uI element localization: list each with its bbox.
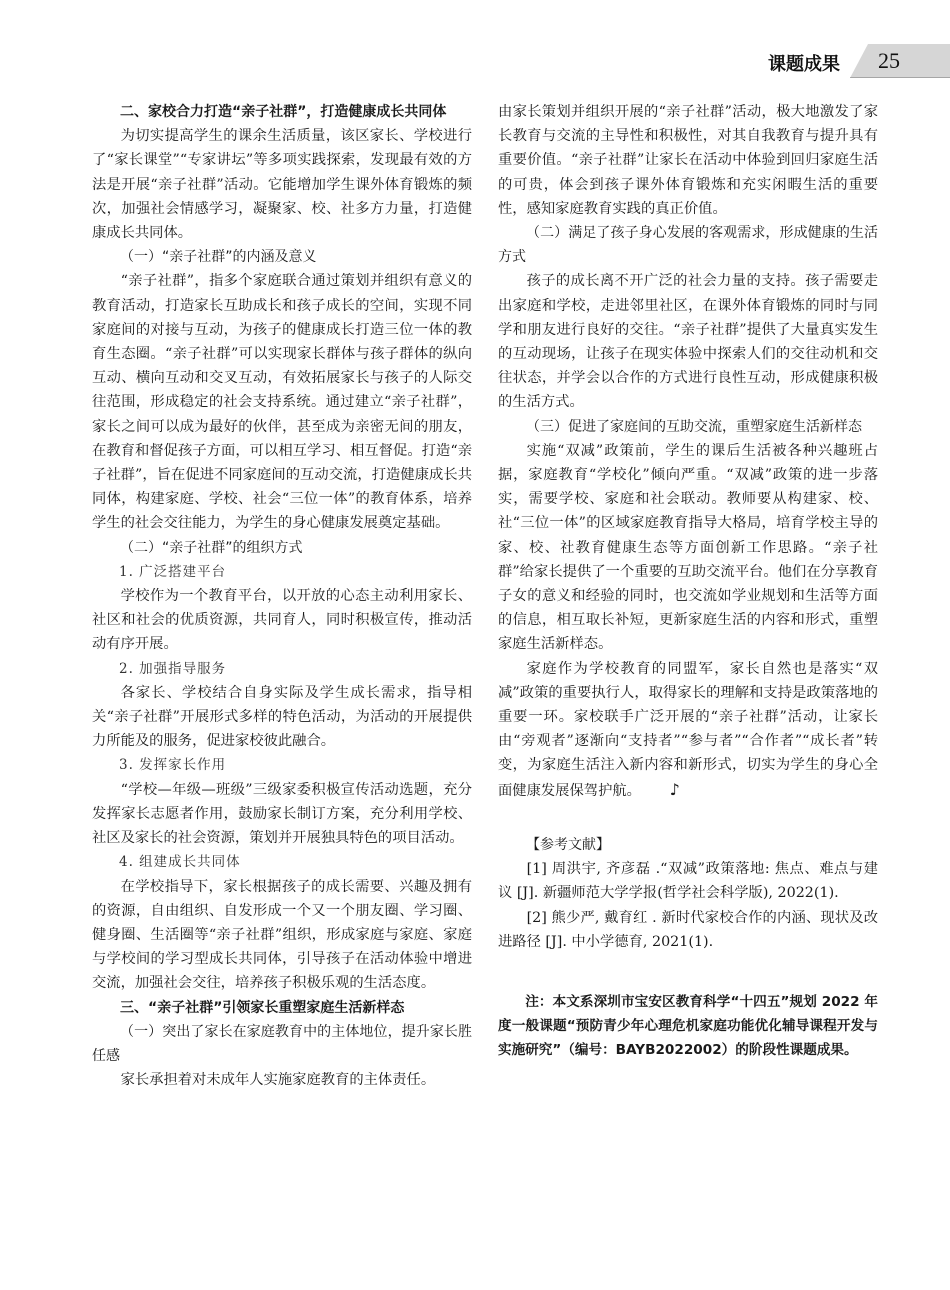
paragraph-continued: 由家长策划并组织开展的“亲子社群”活动，极大地激发了家长教育与交流的主导性和积极性，对其自我教育与提升具有重要价值。“亲子社群”让家长在活动中体验到回归家庭生活的可贵，体会到孩子课外体育锻炼和充实闲暇生活的重要性，感知家庭教育实践的真正价值。: [498, 104, 878, 217]
section-heading-2: 二、家校合力打造“亲子社群”，打造健康成长共同体: [120, 104, 447, 120]
paragraph-parent-role: 家长承担着对未成年人实施家庭教育的主体责任。: [120, 1072, 436, 1089]
references-heading: 【参考文献】: [526, 836, 610, 853]
subheading-family-exchange: （三）促进了家庭间的互助交流，重塑家庭生活新样态: [526, 418, 862, 435]
paragraph-meaning: “亲子社群”，指多个家庭联合通过策划并组织有意义的教育活动，打造家长互助成长和孩子成长的空间，实现不同家庭间的对接与互动，为孩子的健康成长打造三位一体的教育生态圈。“亲子社群”可以实现家长群体与孩子群体的纵向互动、横向互动和交叉互动，有效拓展家长与孩子的人际交往范围，形成稳定的社会支持系统。通过建立“亲子社群”，家长之间可以成为最好的伙伴，甚至成为亲密无间的朋友，在教育和督促孩子方面，可以相互学习、相互督促。打造“亲子社群”，旨在促进不同家庭间的互动交流，打造健康成长共同体，构建家庭、学校、社会“三位一体”的教育体系，培养学生的社会交往能力，为学生的身心健康发展奠定基础。: [92, 273, 472, 532]
paragraph-item-3: “学校—年级—班级”三级家委积极宣传活动选题，充分发挥家长志愿者作用，鼓励家长制订方案，充分利用学校、社区及家长的社会资源，策划并开展独具特色的项目活动。: [92, 781, 472, 847]
subheading-parent-role: （一）突出了家长在家庭教育中的主体地位，提升家长胜任感: [92, 1023, 472, 1064]
paragraph-double-reduction: 实施“双减”政策前，学生的课后生活被各种兴趣班占据，家庭教育“学校化”倾向严重。“双减”政策的进一步落实，需要学校、家庭和社会联动。教师要从构建家、校、社“三位一体”的区域家庭教育指导大格局，培育学校主导的家、校、社教育健康生态等方面创新工作思路。“亲子社群”给家长提供了一个重要的互助交流平台。他们在分享教育子女的意义和经验的同时，也交流如学业规划和生活等方面的信息，相互取长补短，更新家庭生活的内容和形式，重塑家庭生活新样态。: [498, 442, 878, 653]
paragraph-child-needs: 孩子的成长离不开广泛的社会力量的支持。孩子需要走出家庭和学校，走进邻里社区，在课外体育锻炼的同时与同学和朋友进行良好的交往。“亲子社群”提供了大量真实发生的互动现场，让孩子在现实体验中探索人们的交往动机和交往状态，并学会以合作的方式进行良性互动，形成健康积极的生活方式。: [498, 273, 878, 411]
item-heading-4: 4. 组建成长共同体: [119, 854, 241, 871]
right-column: [498, 100, 878, 1063]
funding-note: 注：本文系深圳市宝安区教育科学“十四五”规划 2022 年度一般课题“预防青少年心理危机家庭功能优化辅导课程开发与实施研究”（编号：BAYB2022002）的阶段性课题成果。: [498, 993, 878, 1059]
subheading-organization: （二）“亲子社群”的组织方式: [120, 539, 303, 556]
paragraph-ally: [498, 657, 878, 803]
paragraph-item-4: 在学校指导下，家长根据孩子的成长需要、兴趣及拥有的资源，自由组织、自发形成一个又一个朋友圈、学习圈、健身圈、生活圈等“亲子社群”组织，形成家庭与家庭、家庭与学校间的学习型成长共同体，引导孩子在活动体验中增进交流，加强社会交往，培养孩子积极乐观的生活态度。: [92, 878, 472, 992]
page-header: [620, 44, 950, 84]
section-heading-3: 三、“亲子社群”引领家长重塑家庭生活新样态: [120, 999, 405, 1016]
item-heading-2: 2. 加强指导服务: [119, 660, 227, 677]
paragraph-item-2: 各家长、学校结合自身实际及学生成长需求，指导相关“亲子社群”开展形式多样的特色活动，为活动的开展提供力所能及的服务，促进家校彼此融合。: [92, 684, 472, 750]
item-heading-1: 1. 广泛搭建平台: [119, 563, 227, 580]
page-number: 25: [878, 48, 900, 73]
page-tab-shape: [850, 44, 950, 78]
subheading-meaning: （一）“亲子社群”的内涵及意义: [120, 249, 317, 266]
paragraph-item-1: 学校作为一个教育平台，以开放的心态主动利用家长、社区和社会的优质资源，共同育人，同时积极宣传，推动活动有序开展。: [92, 588, 472, 653]
paragraph-ally-text: 家庭作为学校教育的同盟军，家长自然也是落实“双减”政策的重要执行人，取得家长的理解和支持是政策落地的重要一环。家校联手广泛开展的“亲子社群”活动，让家长由“旁观者”逐渐向“支持者”“参与者”“合作者”“成长者”转变，为家庭生活注入新内容和新形式，切实为学生的身心全面健康发展保驾护航。: [498, 660, 878, 799]
paragraph-intro: 为切实提高学生的课余生活质量，该区家长、学校进行了“家长课堂”“专家讲坛”等多项实践探索，发现最有效的方法是开展“亲子社群”活动。它能增加学生课外体育锻炼的频次，加强社会情感学习，凝聚家、校、社多方力量，打造健康成长共同体。: [92, 128, 472, 242]
reference-item-1: [1] 周洪宇, 齐彦磊 .“双减”政策落地: 焦点、难点与建议 [J]. 新疆师范大学学报(哲学社会科学版), 2022(1).: [498, 861, 878, 902]
page-number-tab: [850, 44, 950, 78]
subheading-child-needs: （二）满足了孩子身心发展的客观需求，形成健康的生活方式: [498, 225, 878, 266]
reference-item-2: [2] 熊少严, 戴育红 . 新时代家校合作的内涵、现状及改进路径 [J]. 中小学德育, 2021(1).: [498, 909, 878, 950]
section-label: 课题成果: [768, 54, 840, 75]
left-column: [92, 100, 472, 1092]
item-heading-3: 3. 发挥家长作用: [119, 757, 227, 774]
music-note-icon: ♪: [669, 779, 680, 799]
